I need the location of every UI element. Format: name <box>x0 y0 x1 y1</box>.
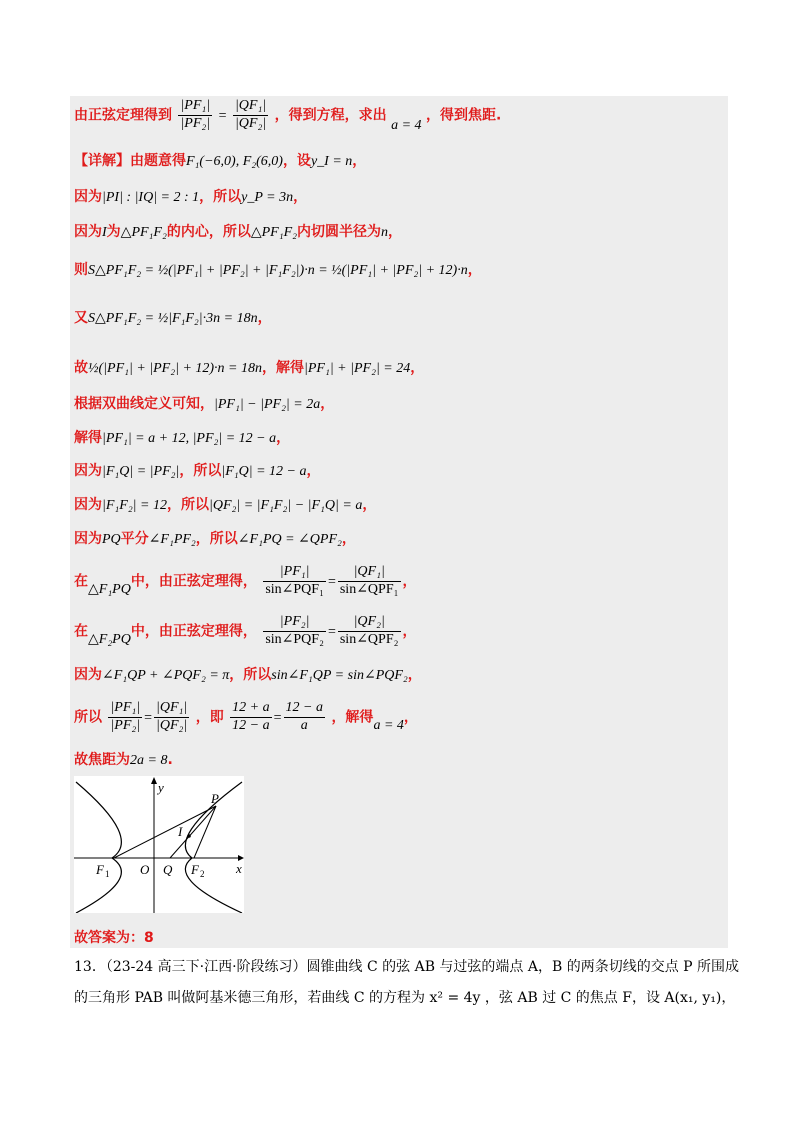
solution-line-16: 所以 $\frac{\text{|PF₁|}}{\text{|PF₂|}}$ = $\frac{\text{|QF₁|}}{\text{|QF₂|}}$ ，即 $\frac{12 + a}{12 - a}$ = $\frac{12 - a}{a}$ ，解得a = 4， <box>74 700 418 734</box>
label-y: y <box>158 780 164 795</box>
y-axis-arrow <box>151 777 157 784</box>
solution-line-5: 则S△PF₁F₂ = ½(|PF₁| + |PF₂| + |F₁F₂|)·n = ½(|PF₁| + |PF₂| + 12)·n， <box>74 262 482 278</box>
solution-line-17: 故焦距为2a = 8. <box>74 752 173 768</box>
fraction: $\frac{\text{|PF₁|}}{\text{|PF₂|}}$ <box>180 98 211 131</box>
label-F2: F <box>191 862 199 877</box>
solution-line-10: 因为|F₁Q| = |PF₂|，所以|F₁Q| = 12 − a， <box>74 463 321 479</box>
fraction: $\frac{\text{|QF₁|}}{\text{|QF₂|}}$ <box>234 98 267 131</box>
solution-line-13: 在△F₁PQ中，由正弦定理得， $\frac{\text{|PF₁|}}{\text{sin∠PQF₁}}$ = $\frac{\text{|QF₁|}}{\text{sin∠QPF₁}}$ ， <box>74 564 417 598</box>
hyperbola-left-branch <box>76 782 121 913</box>
solution-line-3: 因为|PI| : |IQ| = 2 : 1，所以y_P = 3n， <box>74 189 308 205</box>
solution-line-6: 又S△PF₁F₂ = ½|F₁F₂|·3n = 18n， <box>74 310 272 326</box>
label-P: P <box>211 791 219 806</box>
solution-line-12: 因为PQ平分∠F₁PF₂，所以∠F₁PQ = ∠QPF₂， <box>74 531 356 547</box>
solution-line-9: 解得|PF₁| = a + 12, |PF₂| = 12 − a， <box>74 430 291 446</box>
label-Q: Q <box>163 862 173 877</box>
question-line-2: 的三角形 PAB 叫做阿基米德三角形，若曲线 C 的方程为 x² = 4y ，弦 AB 过 C 的焦点 F，设 A(x₁, y₁)， <box>74 990 736 1006</box>
incenter-point <box>187 834 191 838</box>
segment-F1P <box>114 806 216 858</box>
solution-line-7: 故½(|PF₁| + |PF₂| + 12)·n = 18n，解得|PF₁| + |PF₂| = 24， <box>74 360 425 376</box>
segment-F2P <box>194 806 216 858</box>
hyperbola-figure <box>74 776 244 913</box>
solution-line-2: 【详解】由题意得F₁(−6,0), F₂(6,0)，设y_I = n， <box>74 153 367 169</box>
solution-line-14: 在△F₂PQ中，由正弦定理得， $\frac{\text{|PF₂|}}{\text{sin∠PQF₂}}$ = $\frac{\text{|QF₂|}}{\text{sin∠QPF₂}}$ ， <box>74 614 417 648</box>
label-F2-sub: 2 <box>200 869 205 879</box>
solution-line-11: 因为|F₁F₂| = 12，所以|QF₂| = |F₁F₂| − |F₁Q| = a， <box>74 497 377 513</box>
label-I: I <box>178 824 183 839</box>
solution-line-15: 因为∠F₁QP + ∠PQF₂ = π，所以sin∠F₁QP = sin∠PQF₂， <box>74 667 422 683</box>
answer-line: 故答案为：8 <box>74 930 154 946</box>
label-F1: F <box>96 862 104 877</box>
label-F1-sub: 1 <box>105 869 110 879</box>
label-x: x <box>236 861 242 876</box>
question-line-1: 13．（23-24 高三下·江西·阶段练习）圆锥曲线 C 的弦 AB 与过弦的端点 A，B 的两条切线的交点 P 所围成 <box>74 959 740 975</box>
solution-line-8: 根据双曲线定义可知，|PF₁| − |PF₂| = 2a， <box>74 396 335 412</box>
solution-line-1: 由正弦定理得到 $\frac{\text{|PF₁|}}{\text{|PF₂|}}$ = $\frac{\text{|QF₁|}}{\text{|QF₂|}}$ ，得到方程，求出 a = 4 ，得到焦距. <box>74 98 502 134</box>
hyperbola-diagram <box>74 776 244 913</box>
segment-QP <box>170 806 216 858</box>
solution-line-4: 因为I为△PF₁F₂的内心，所以△PF₁F₂内切圆半径为n， <box>74 224 402 240</box>
label-O: O <box>140 862 150 877</box>
